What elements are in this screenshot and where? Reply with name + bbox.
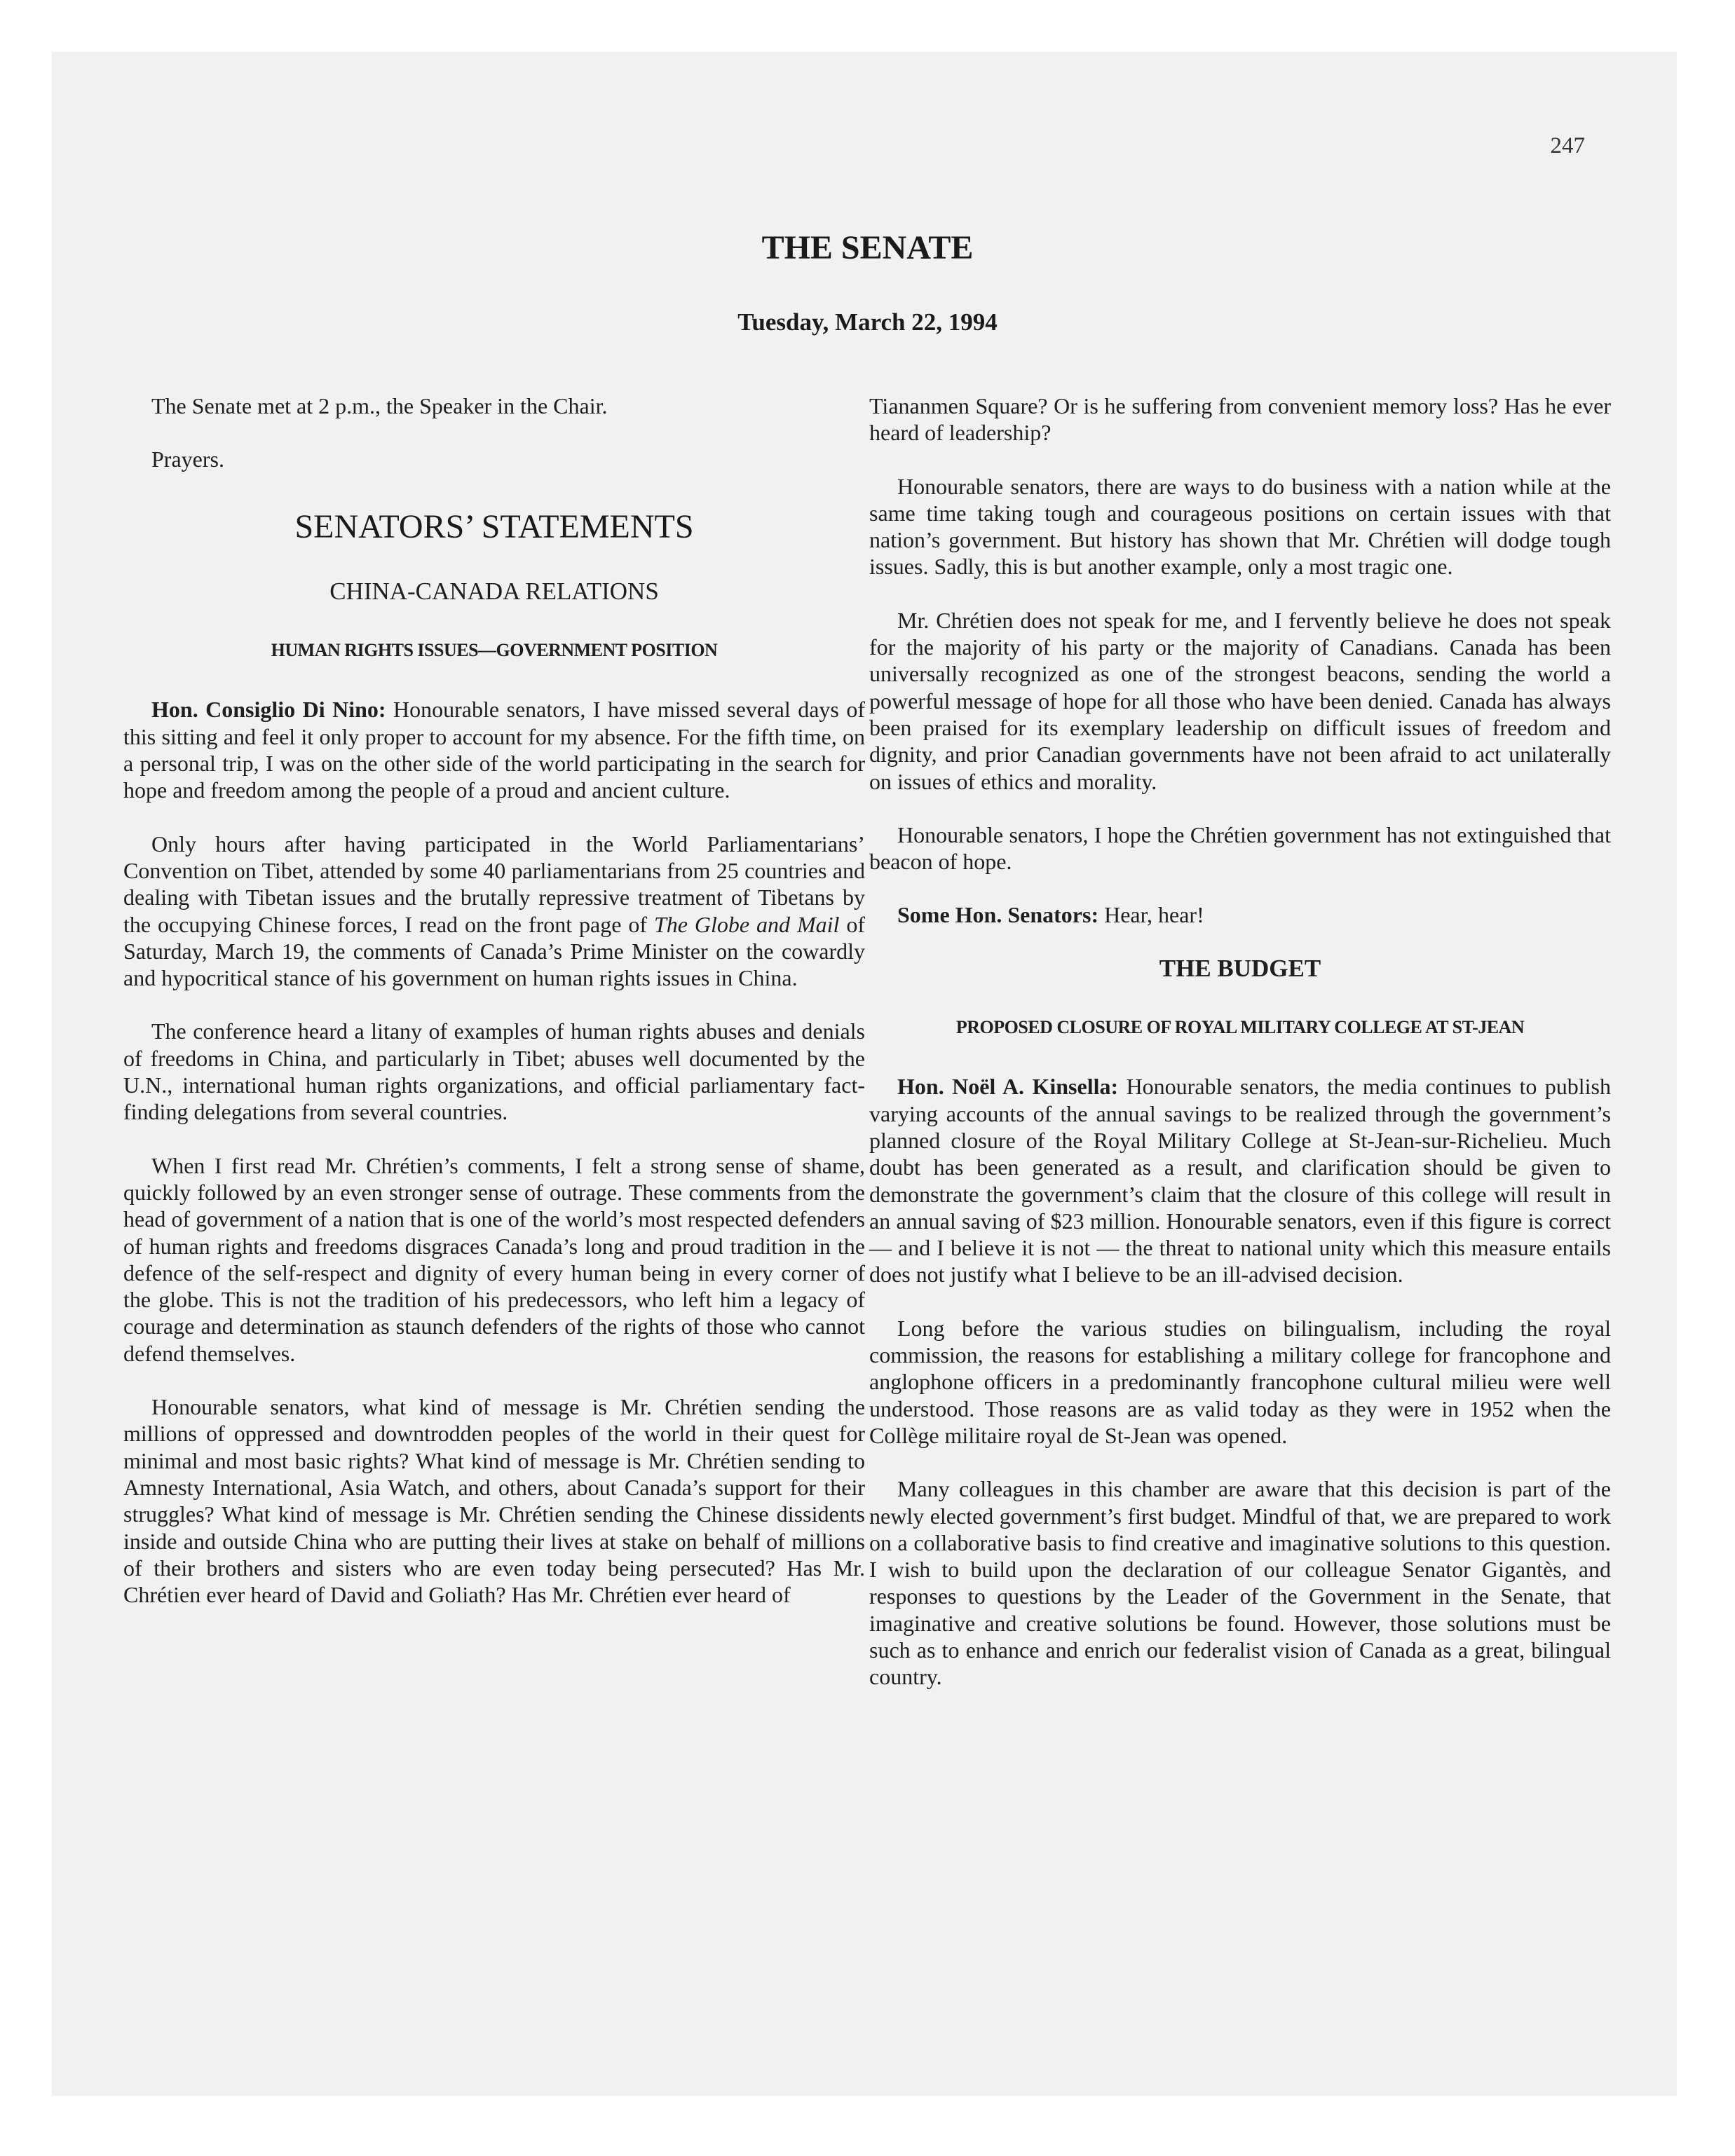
paragraph: Many colleagues in this chamber are aware that this decision is part of the newly elected government’s first budget. Mindful of that, we are prepared to work on a collaborative basis to find creative and imaginative solutions to this question. I wish to build upon the declaration of our colleague Senator Gigantès, and responses to questions by the Leader of the Government in the Senate, that imaginative and creative solutions be found. However, those solutions must be such as to enhance and enrich our federalist vision of Canada as a great, bilingual country. — [869, 1476, 1611, 1690]
paragraph — [869, 901, 1611, 928]
paragraph — [869, 1073, 1611, 1288]
prayers-line: Prayers. — [151, 446, 224, 472]
paragraph: Long before the various studies on bilingualism, including the royal commission, the reasons for establishing a military college for francophone and anglophone officers in a predominantly francophone cultural milieu were well understood. Those reasons are as valid today as they were in 1952 when the Collège militaire royal de St-Jean was opened. — [869, 1315, 1611, 1448]
topic-heading-rmc-closure: PROPOSED CLOSURE OF ROYAL MILITARY COLLEGE AT ST-JEAN — [955, 1017, 1525, 1038]
document-title: THE SENATE — [761, 229, 974, 266]
paragraph-text: Only hours after having participated in the World Parliamentarians’ Convention on Tibet, attended by some 40 parliamentarians from 25 countries and dealing with Tibetan issues and the brutally repressive treatment of Tibetans by the occupying Chinese forces, I read on the front page of — [123, 831, 865, 937]
left-column — [123, 393, 865, 1635]
topic-heading-human-rights: HUMAN RIGHTS ISSUES—GOVERNMENT POSITION — [271, 640, 718, 661]
subheading-china-canada: CHINA-CANADA RELATIONS — [329, 577, 659, 605]
paragraph: Honourable senators, what kind of message is Mr. Chrétien sending the millions of oppressed and downtrodden peoples of the world in their quest for minimal and most basic rights? What kind of message is Mr. Chrétien sending to Amnesty International, Asia Watch, and others, about Canada’s support for their struggles? What kind of message is Mr. Chrétien sending the Chinese dissidents inside and outside China who are putting their lives at stake on behalf of millions of their brothers and sisters who are even today being persecuted? Has Mr. Chrétien ever heard of David and Goliath? Has Mr. Chrétien ever heard of — [123, 1394, 865, 1608]
paragraph-text: Honourable senators, the media continues to publish varying accounts of the annual savings to be realized through the government’s planned closure of the Royal Military College at St-Jean-sur-Richelieu. Much doubt has been generated as a result, and clarification should be given to demonstrate the government’s claim that the closure of this college will result in an annual saving of $23 million. Honourable senators, even if this figure is correct — and I believe it is not — the threat to national unity which this measure entails does not justify what I believe to be an ill-advised decision. — [869, 1074, 1612, 1288]
speaker-name: Hon. Consiglio Di Nino: — [151, 697, 386, 723]
paragraph: Honourable senators, there are ways to do business with a nation while at the same time taking tough and courageous positions on certain issues with that nation’s government. But history has shown that Mr. Chrétien will dodge tough issues. Sadly, this is but another example, only a most tragic one. — [869, 473, 1611, 580]
opening-line: The Senate met at 2 p.m., the Speaker in the Chair. — [151, 393, 608, 418]
paragraph-text: Hear, hear! — [1098, 902, 1204, 928]
speaker-name: Hon. Noël A. Kinsella: — [897, 1074, 1119, 1100]
paragraph: Honourable senators, I hope the Chrétien government has not extinguished that beacon of hope. — [869, 821, 1611, 875]
speaker-name: Some Hon. Senators: — [897, 902, 1099, 928]
paragraph: The conference heard a litany of examples of human rights abuses and denials of freedoms in China, and particularly in Tibet; abuses well documented by the U.N., international human rights organizations, and official parliamentary fact-finding delegations from several countries. — [123, 1018, 865, 1125]
paragraph — [123, 696, 865, 803]
paragraph: Mr. Chrétien does not speak for me, and I fervently believe he does not speak for the majority of his party or the majority of Canadians. Canada has been universally recognized as one of the strongest beacons, sending the world a powerful message of hope for all those who have been denied. Canada has always been praised for its exemplary leadership on difficult issues of freedom and dignity, and prior Canadian governments have not been afraid to act unilaterally on issues of ethics and morality. — [869, 607, 1611, 794]
paragraph-text: of Saturday, March 19, the comments of Canada’s Prime Minister on the cowardly and hypocritical stance of his government on human rights issues in China. — [123, 911, 866, 991]
publication-name: The Globe and Mail — [653, 911, 840, 937]
subheading-budget: THE BUDGET — [1159, 954, 1321, 982]
paragraph — [123, 831, 865, 992]
paragraph: When I first read Mr. Chrétien’s comments, I felt a strong sense of shame, quickly followed by an even stronger sense of outrage. These comments from the head of government of a nation that is one of the world’s most respected defenders of human rights and freedoms disgraces Canada’s long and proud tradition in the defence of the self-respect and dignity of every human being in every corner of the globe. This is not the tradition of his predecessors, who left him a legacy of courage and determination as staunch defenders of the rights of those who cannot defend themselves. — [123, 1152, 865, 1366]
paragraph-text: Honourable senators, I have missed several days of this sitting and feel it only proper to account for my absence. For the fifth time, on a personal trip, I was on the other side of the world participating in the search for hope and freedom among the people of a proud and ancient culture. — [123, 697, 866, 803]
sitting-date: Tuesday, March 22, 1994 — [737, 308, 998, 336]
section-heading: SENATORS’ STATEMENTS — [294, 507, 694, 545]
paragraph: Tiananmen Square? Or is he suffering from convenient memory loss? Has he ever heard of leadership? — [869, 393, 1611, 446]
page-number: 247 — [1550, 133, 1585, 158]
right-column — [869, 393, 1611, 1717]
